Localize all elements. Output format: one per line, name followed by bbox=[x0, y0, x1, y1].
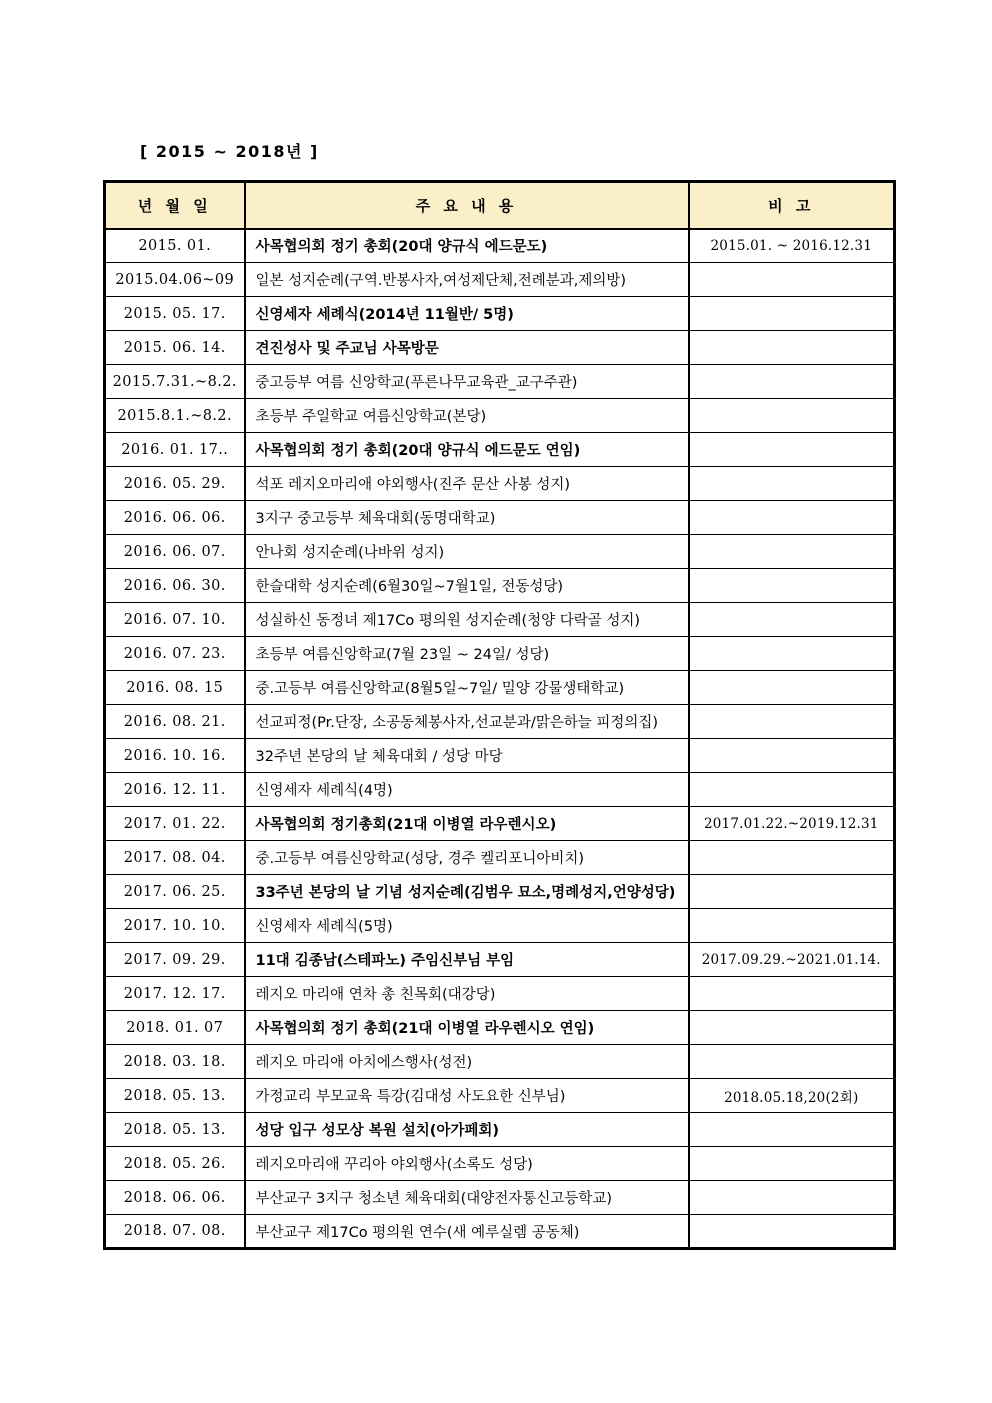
cell-date: 2017. 01. 22. bbox=[105, 807, 245, 841]
cell-note bbox=[689, 1147, 895, 1181]
cell-detail: 견진성사 및 주교님 사목방문 bbox=[245, 331, 689, 365]
cell-note: 2015.01. ~ 2016.12.31 bbox=[689, 229, 895, 263]
table-row bbox=[105, 399, 895, 433]
cell-note bbox=[689, 433, 895, 467]
cell-detail: 중고등부 여름 신앙학교(푸른나무교육관_교구주관) bbox=[245, 365, 689, 399]
cell-date: 2015. 06. 14. bbox=[105, 331, 245, 365]
table-row bbox=[105, 943, 895, 977]
table-row bbox=[105, 297, 895, 331]
table-row bbox=[105, 1011, 895, 1045]
table-header bbox=[105, 182, 895, 229]
cell-detail: 중.고등부 여름신앙학교(성당, 경주 켈리포니아비치) bbox=[245, 841, 689, 875]
table-body bbox=[105, 229, 895, 1249]
cell-note bbox=[689, 1113, 895, 1147]
table-row bbox=[105, 637, 895, 671]
cell-detail: 초등부 여름신앙학교(7월 23일 ~ 24일/ 성당) bbox=[245, 637, 689, 671]
cell-date: 2018. 07. 08. bbox=[105, 1215, 245, 1249]
cell-date: 2017. 08. 04. bbox=[105, 841, 245, 875]
cell-note bbox=[689, 263, 895, 297]
column-header-note: 비 고 bbox=[689, 182, 895, 229]
cell-note bbox=[689, 671, 895, 705]
table-row bbox=[105, 739, 895, 773]
cell-date: 2015. 05. 17. bbox=[105, 297, 245, 331]
cell-detail: 3지구 중고등부 체육대회(동명대학교) bbox=[245, 501, 689, 535]
cell-detail: 초등부 주일학교 여름신앙학교(본당) bbox=[245, 399, 689, 433]
cell-note bbox=[689, 977, 895, 1011]
cell-date: 2016. 07. 10. bbox=[105, 603, 245, 637]
cell-date: 2015.04.06~09 bbox=[105, 263, 245, 297]
table-row bbox=[105, 1113, 895, 1147]
cell-detail: 신영세자 세례식(2014년 11월반/ 5명) bbox=[245, 297, 689, 331]
cell-date: 2017. 10. 10. bbox=[105, 909, 245, 943]
cell-detail: 11대 김종남(스테파노) 주임신부님 부임 bbox=[245, 943, 689, 977]
cell-detail: 레지오 마리애 아치에스행사(성전) bbox=[245, 1045, 689, 1079]
cell-date: 2015. 01. bbox=[105, 229, 245, 263]
cell-detail: 한슬대학 성지순례(6월30일~7월1일, 전동성당) bbox=[245, 569, 689, 603]
table-header-row bbox=[105, 182, 895, 229]
cell-detail: 성당 입구 성모상 복원 설치(아가페회) bbox=[245, 1113, 689, 1147]
cell-detail: 중.고등부 여름신앙학교(8월5일~7일/ 밀양 강물생태학교) bbox=[245, 671, 689, 705]
history-table bbox=[103, 180, 896, 1250]
cell-note bbox=[689, 875, 895, 909]
table-row bbox=[105, 977, 895, 1011]
cell-detail: 신영세자 세례식(4명) bbox=[245, 773, 689, 807]
cell-detail: 안나회 성지순례(나바위 성지) bbox=[245, 535, 689, 569]
cell-note bbox=[689, 399, 895, 433]
table-row bbox=[105, 603, 895, 637]
cell-date: 2018. 06. 06. bbox=[105, 1181, 245, 1215]
cell-detail: 사목협의회 정기총회(21대 이병열 라우렌시오) bbox=[245, 807, 689, 841]
cell-note bbox=[689, 535, 895, 569]
cell-note bbox=[689, 739, 895, 773]
cell-date: 2016. 01. 17.. bbox=[105, 433, 245, 467]
cell-detail: 레지오마리애 꾸리아 야외행사(소록도 성당) bbox=[245, 1147, 689, 1181]
cell-date: 2018. 05. 26. bbox=[105, 1147, 245, 1181]
cell-date: 2017. 12. 17. bbox=[105, 977, 245, 1011]
cell-date: 2018. 05. 13. bbox=[105, 1079, 245, 1113]
cell-note bbox=[689, 467, 895, 501]
table-row bbox=[105, 229, 895, 263]
cell-detail: 일본 성지순례(구역.반봉사자,여성제단체,전례분과,제의방) bbox=[245, 263, 689, 297]
cell-date: 2018. 01. 07 bbox=[105, 1011, 245, 1045]
table-row bbox=[105, 569, 895, 603]
cell-detail: 선교피정(Pr.단장, 소공동체봉사자,선교분과/맑은하늘 피정의집) bbox=[245, 705, 689, 739]
table-row bbox=[105, 705, 895, 739]
table-row bbox=[105, 773, 895, 807]
cell-note bbox=[689, 297, 895, 331]
cell-note bbox=[689, 1181, 895, 1215]
page-title: [ 2015 ~ 2018년 ] bbox=[140, 142, 319, 161]
cell-date: 2018. 05. 13. bbox=[105, 1113, 245, 1147]
table-row bbox=[105, 875, 895, 909]
column-header-detail: 주 요 내 용 bbox=[245, 182, 689, 229]
cell-date: 2018. 03. 18. bbox=[105, 1045, 245, 1079]
cell-note bbox=[689, 569, 895, 603]
cell-date: 2016. 08. 21. bbox=[105, 705, 245, 739]
cell-detail: 사목협의회 정기 총회(20대 양규식 에드문도) bbox=[245, 229, 689, 263]
cell-detail: 부산교구 3지구 청소년 체육대회(대양전자통신고등학교) bbox=[245, 1181, 689, 1215]
table-row bbox=[105, 535, 895, 569]
cell-note bbox=[689, 773, 895, 807]
cell-date: 2016. 08. 15 bbox=[105, 671, 245, 705]
cell-date: 2015.8.1.~8.2. bbox=[105, 399, 245, 433]
cell-date: 2015.7.31.~8.2. bbox=[105, 365, 245, 399]
table-row bbox=[105, 1147, 895, 1181]
cell-note bbox=[689, 841, 895, 875]
table-row bbox=[105, 1079, 895, 1113]
cell-date: 2016. 12. 11. bbox=[105, 773, 245, 807]
cell-note: 2018.05.18,20(2회) bbox=[689, 1079, 895, 1113]
cell-detail: 가정교리 부모교육 특강(김대성 사도요한 신부님) bbox=[245, 1079, 689, 1113]
cell-detail: 33주년 본당의 날 기념 성지순례(김범우 묘소,명례성지,언양성당) bbox=[245, 875, 689, 909]
cell-note: 2017.09.29.~2021.01.14. bbox=[689, 943, 895, 977]
cell-note: 2017.01.22.~2019.12.31 bbox=[689, 807, 895, 841]
cell-detail: 석포 레지오마리애 야외행사(진주 문산 사봉 성지) bbox=[245, 467, 689, 501]
cell-date: 2016. 05. 29. bbox=[105, 467, 245, 501]
cell-note bbox=[689, 1045, 895, 1079]
table-row bbox=[105, 467, 895, 501]
cell-note bbox=[689, 603, 895, 637]
cell-note bbox=[689, 501, 895, 535]
cell-date: 2017. 09. 29. bbox=[105, 943, 245, 977]
cell-note bbox=[689, 1215, 895, 1249]
table-row bbox=[105, 1045, 895, 1079]
table-row bbox=[105, 1215, 895, 1249]
column-header-date: 년 월 일 bbox=[105, 182, 245, 229]
table-row bbox=[105, 365, 895, 399]
cell-detail: 32주년 본당의 날 체육대회 / 성당 마당 bbox=[245, 739, 689, 773]
cell-detail: 사목협의회 정기 총회(20대 양규식 에드문도 연임) bbox=[245, 433, 689, 467]
history-table-container bbox=[103, 180, 893, 1250]
cell-date: 2016. 06. 07. bbox=[105, 535, 245, 569]
table-row bbox=[105, 501, 895, 535]
table-row bbox=[105, 807, 895, 841]
cell-date: 2016. 06. 30. bbox=[105, 569, 245, 603]
cell-note bbox=[689, 637, 895, 671]
cell-detail: 사목협의회 정기 총회(21대 이병열 라우렌시오 연임) bbox=[245, 1011, 689, 1045]
cell-detail: 레지오 마리애 연차 총 친목회(대강당) bbox=[245, 977, 689, 1011]
cell-date: 2016. 07. 23. bbox=[105, 637, 245, 671]
cell-note bbox=[689, 331, 895, 365]
cell-date: 2016. 10. 16. bbox=[105, 739, 245, 773]
cell-note bbox=[689, 365, 895, 399]
cell-detail: 신영세자 세례식(5명) bbox=[245, 909, 689, 943]
table-row bbox=[105, 1181, 895, 1215]
cell-detail: 성실하신 동정녀 제17Co 평의원 성지순례(청양 다락골 성지) bbox=[245, 603, 689, 637]
cell-date: 2016. 06. 06. bbox=[105, 501, 245, 535]
table-row bbox=[105, 671, 895, 705]
cell-note bbox=[689, 909, 895, 943]
cell-note bbox=[689, 705, 895, 739]
cell-date: 2017. 06. 25. bbox=[105, 875, 245, 909]
cell-note bbox=[689, 1011, 895, 1045]
table-row bbox=[105, 841, 895, 875]
table-row bbox=[105, 263, 895, 297]
cell-detail: 부산교구 제17Co 평의원 연수(새 예루실렘 공동체) bbox=[245, 1215, 689, 1249]
table-row bbox=[105, 331, 895, 365]
table-row bbox=[105, 909, 895, 943]
table-row bbox=[105, 433, 895, 467]
